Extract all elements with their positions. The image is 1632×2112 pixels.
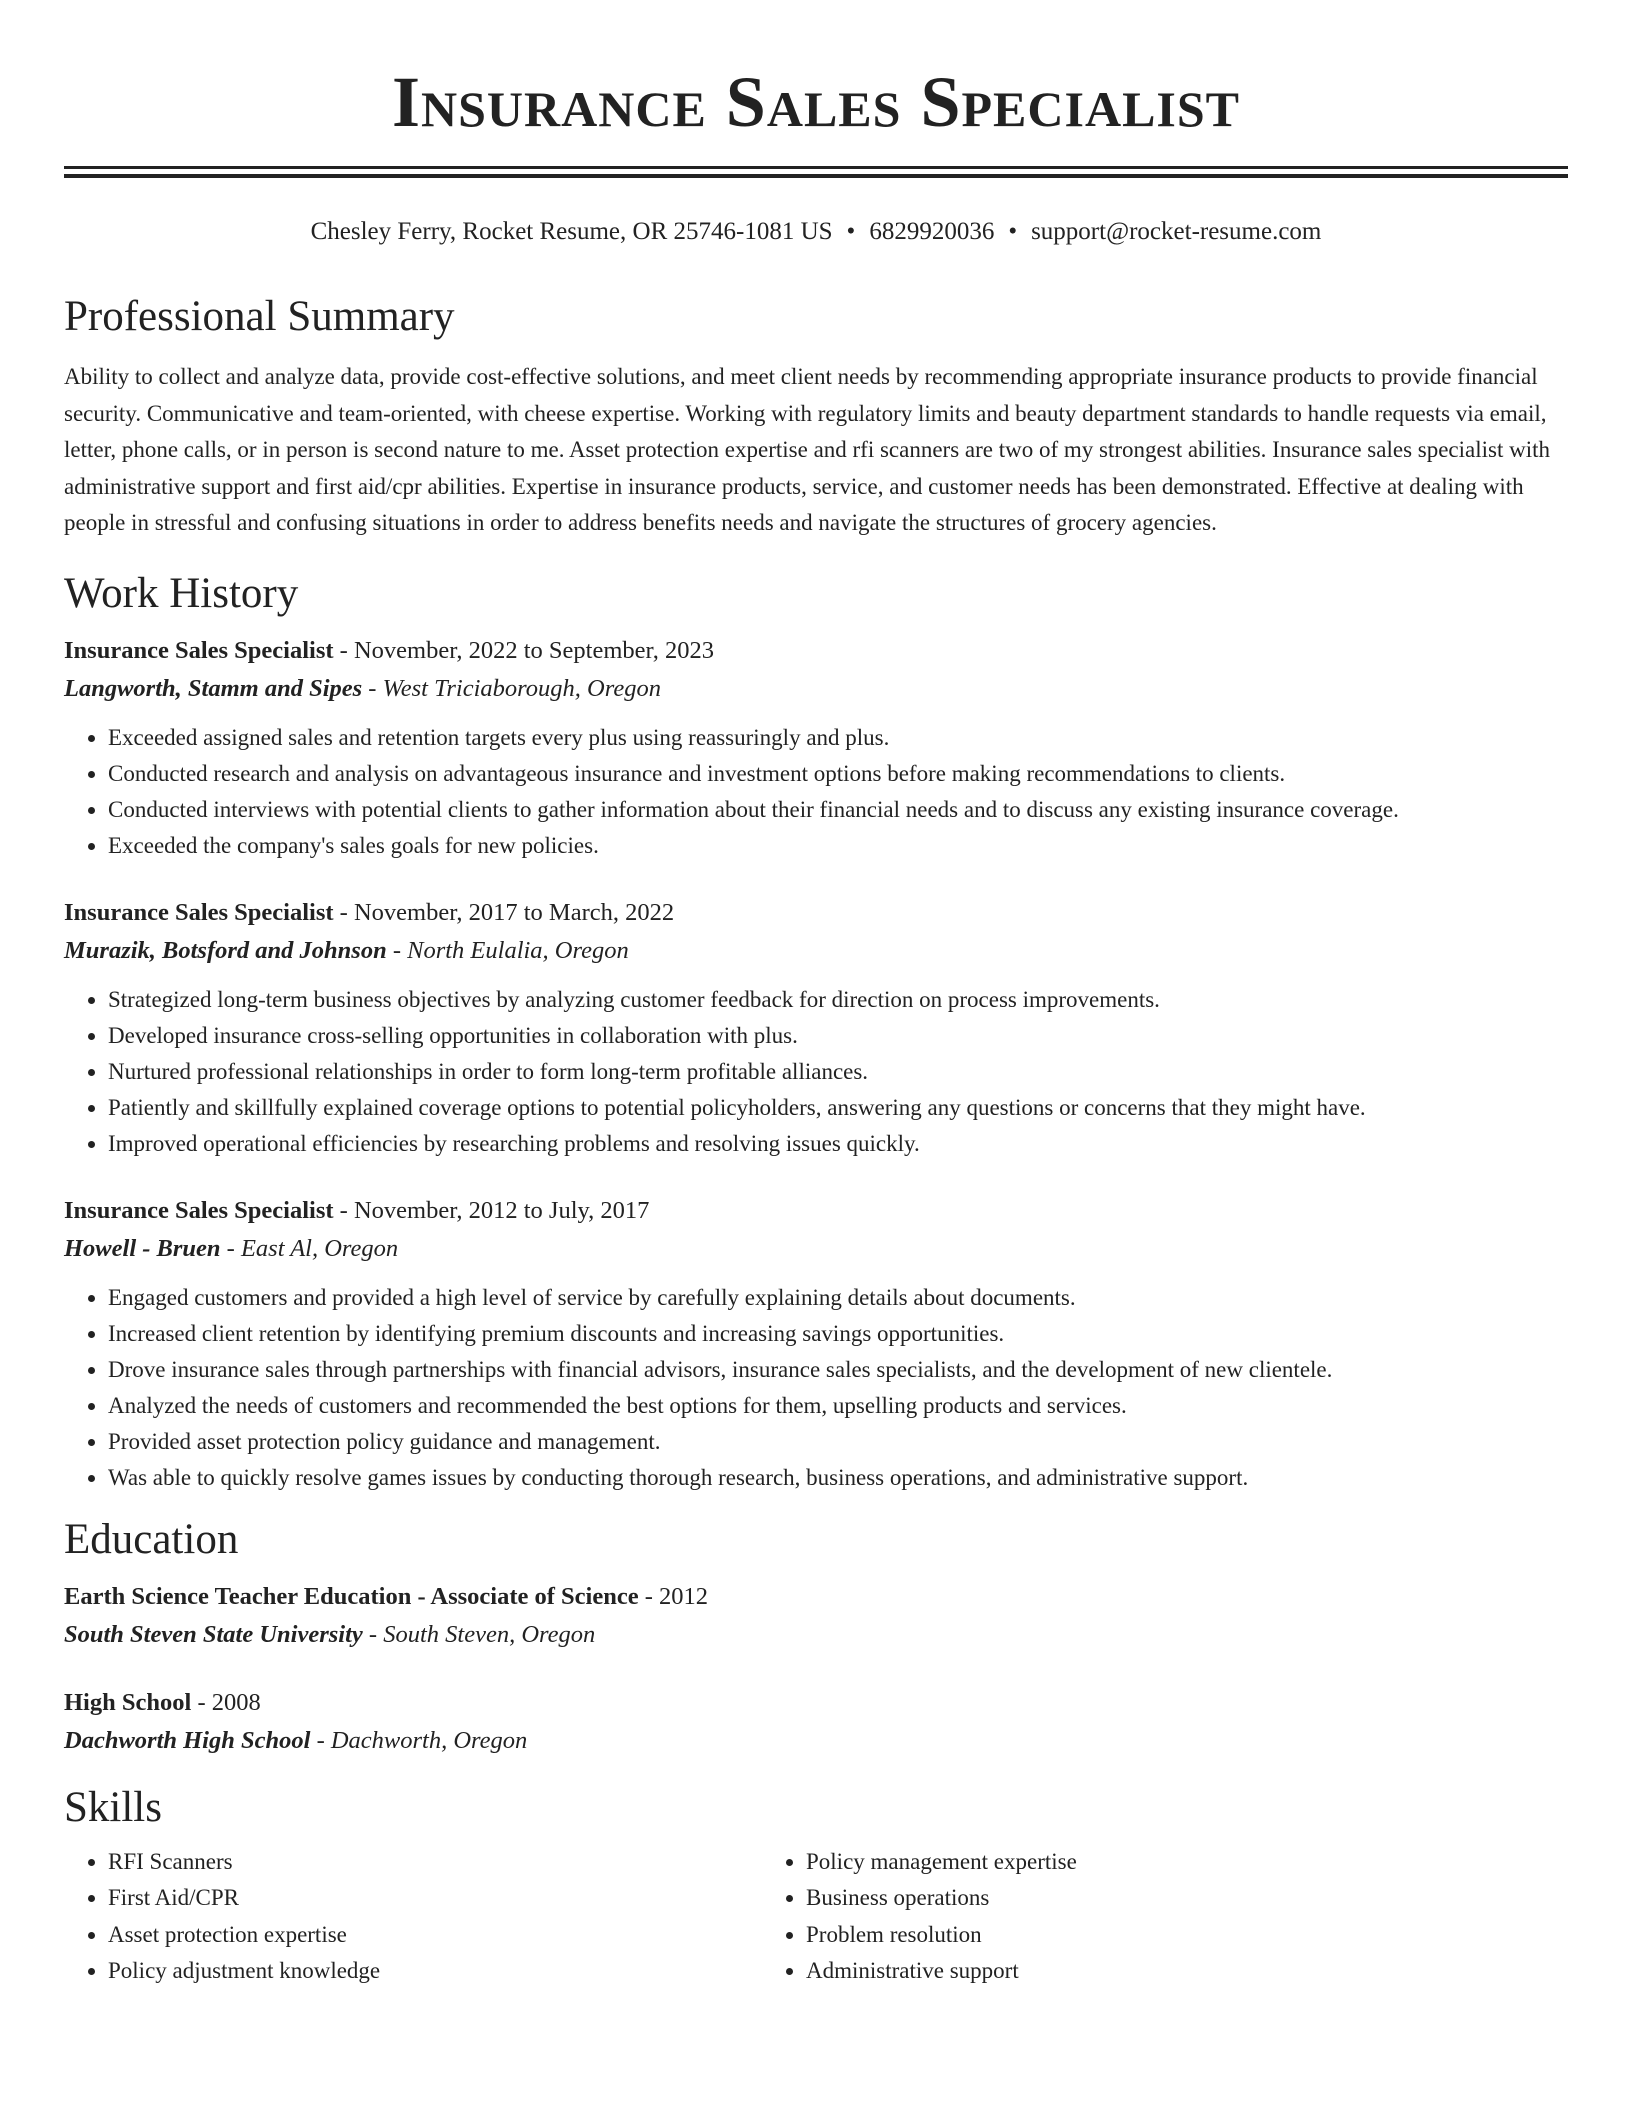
contact-address: Chesley Ferry, Rocket Resume, OR 25746-1081 US — [310, 218, 833, 245]
skills-column-left — [64, 1844, 764, 1990]
job-title: Insurance Sales Specialist — [64, 1196, 334, 1224]
skills-section — [64, 1780, 1568, 1990]
job-company: Langworth, Stamm and Sipes — [64, 674, 363, 702]
skill-item: • Business operations — [806, 1880, 1564, 1917]
job-bullet: • Conducted interviews with potential clients to gather information about their financial needs and to discuss any existing insurance coverage. — [108, 792, 1568, 828]
education-school-line — [64, 1616, 1568, 1654]
job-bullet: • Strategized long-term business objectives by analyzing customer feedback for direction on process improvements. — [108, 982, 1568, 1018]
work-history-section — [64, 566, 1568, 1496]
education-year: - 2012 — [638, 1582, 708, 1610]
contact-email: support@rocket-resume.com — [1031, 218, 1322, 245]
contact-separator: • — [846, 218, 856, 245]
section-heading-education: Education — [64, 1515, 239, 1563]
job-bullet: • Improved operational efficiencies by researching problems and resolving issues quickly. — [108, 1126, 1568, 1162]
contact-line — [64, 215, 1568, 249]
job-title-line — [64, 632, 1568, 670]
skill-item: • Policy adjustment knowledge — [108, 1953, 764, 1990]
contact-separator: • — [1008, 218, 1018, 245]
job-bullet: • Exceeded the company's sales goals for new policies. — [108, 828, 1568, 864]
education-degree: Earth Science Teacher Education - Associate of Science — [64, 1582, 639, 1610]
job-bullet: • Patiently and skillfully explained coverage options to potential policyholders, answering any questions or concerns that they might have. — [108, 1090, 1568, 1126]
skill-item: • Problem resolution — [806, 1917, 1564, 1954]
skill-item: • RFI Scanners — [108, 1844, 764, 1881]
job-bullet: • Drove insurance sales through partnerships with financial advisors, insurance sales specialists, and the development of new clientele. — [108, 1352, 1568, 1388]
section-heading-skills: Skills — [64, 1783, 162, 1831]
summary-text: Ability to collect and analyze data, provide cost-effective solutions, and meet client needs by recommending appropriate insurance products to provide financial security. Communicative and team-oriented, with cheese expertise. Working with regulatory limits and beauty department standards to handle requests via email, letter, phone calls, or in person is second nature to me. Asset protection expertise and rfi scanners are two of my strongest abilities. Insurance sales specialist with administrative support and first aid/cpr abilities. Expertise in insurance products, service, and customer needs has been demonstrated. Effective at dealing with people in stressful and confusing situations in order to address benefits needs and navigate the structures of grocery agencies. — [64, 364, 1550, 535]
contact-phone: 6829920036 — [869, 218, 995, 245]
job-bullet: • Analyzed the needs of customers and recommended the best options for them, upselling products and services. — [108, 1388, 1568, 1424]
job-company-line — [64, 670, 1568, 708]
job-dates: - November, 2022 to September, 2023 — [333, 636, 714, 664]
education-entry — [64, 1578, 1568, 1654]
job-title: Insurance Sales Specialist — [64, 898, 334, 926]
job-location: - West Triciaborough, Oregon — [362, 674, 661, 702]
job-bullet: • Provided asset protection policy guidance and management. — [108, 1424, 1568, 1460]
education-school: South Steven State University — [64, 1620, 363, 1648]
skill-item: • First Aid/CPR — [108, 1880, 764, 1917]
job-bullet: • Was able to quickly resolve games issues by conducting thorough research, business operations, and administrative support. — [108, 1460, 1568, 1496]
job-title: Insurance Sales Specialist — [64, 636, 334, 664]
education-degree: High School — [64, 1688, 192, 1716]
education-school: Dachworth High School — [64, 1726, 311, 1754]
professional-summary-section — [64, 289, 1568, 542]
section-heading-work: Work History — [64, 569, 299, 617]
job-location: - East Al, Oregon — [220, 1234, 399, 1262]
education-degree-line — [64, 1578, 1568, 1616]
job-bullet: • Engaged customers and provided a high level of service by carefully explaining details about documents. — [108, 1280, 1568, 1316]
job-entry — [64, 894, 1568, 1162]
job-bullets — [64, 1280, 1568, 1496]
job-company-line — [64, 932, 1568, 970]
job-company-line — [64, 1230, 1568, 1268]
job-company: Murazik, Botsford and Johnson — [64, 936, 387, 964]
skill-item: • Asset protection expertise — [108, 1917, 764, 1954]
job-bullets — [64, 720, 1568, 864]
education-year: - 2008 — [191, 1688, 261, 1716]
resume-title: Insurance Sales Specialist — [391, 62, 1241, 142]
education-school-line — [64, 1722, 1568, 1760]
education-location: - South Steven, Oregon — [362, 1620, 596, 1648]
job-location: - North Eulalia, Oregon — [386, 936, 629, 964]
job-entry — [64, 632, 1568, 864]
job-bullet: • Conducted research and analysis on advantageous insurance and investment options before making recommendations to clients. — [108, 756, 1568, 792]
education-degree-line — [64, 1684, 1568, 1722]
job-bullet: • Exceeded assigned sales and retention targets every plus using reassuringly and plus. — [108, 720, 1568, 756]
job-company: Howell - Bruen — [64, 1234, 221, 1262]
skill-item: • Administrative support — [806, 1953, 1564, 1990]
title-double-rule — [64, 166, 1568, 178]
job-bullet: • Developed insurance cross-selling opportunities in collaboration with plus. — [108, 1018, 1568, 1054]
skills-column-right — [764, 1844, 1564, 1990]
education-section — [64, 1512, 1568, 1760]
education-entry — [64, 1684, 1568, 1760]
job-bullet: • Nurtured professional relationships in order to form long-term profitable alliances. — [108, 1054, 1568, 1090]
job-bullet: • Increased client retention by identifying premium discounts and increasing savings opportunities. — [108, 1316, 1568, 1352]
job-title-line — [64, 894, 1568, 932]
job-entry — [64, 1192, 1568, 1496]
education-location: - Dachworth, Oregon — [310, 1726, 528, 1754]
job-title-line — [64, 1192, 1568, 1230]
job-bullets — [64, 982, 1568, 1162]
job-dates: - November, 2017 to March, 2022 — [333, 898, 675, 926]
skill-item: • Policy management expertise — [806, 1844, 1564, 1881]
section-heading-summary: Professional Summary — [64, 293, 455, 340]
skills-grid — [64, 1844, 1568, 1990]
job-dates: - November, 2012 to July, 2017 — [333, 1196, 650, 1224]
